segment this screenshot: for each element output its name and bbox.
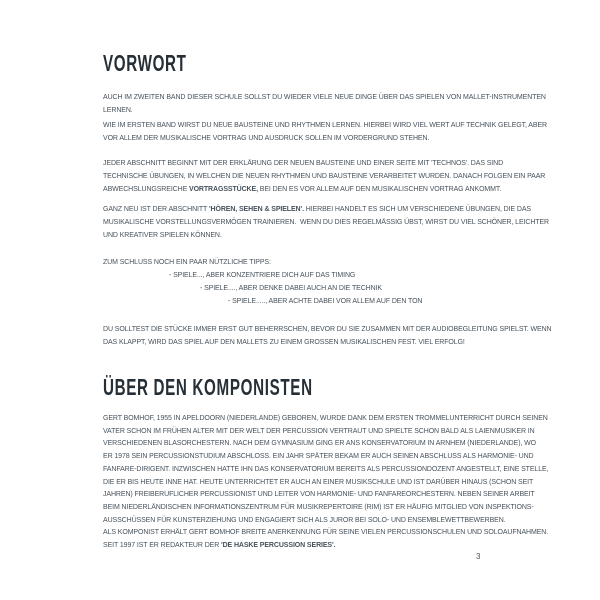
text-segment-bold: VORTRAGSSTÜCKE, [189, 186, 258, 193]
text-line: MUSIKALISCHE VORSTELLUNGSVERMÖGEN TRAINIEREN. WENN DU DIES REGELMÄSSIG ÜBST, WIRST DU VIEL SCHÖNER, LEICHTER [103, 219, 549, 226]
text-line [103, 203, 549, 216]
text-line: ER 1978 SEIN PERCUSSIONSTUDIUM ABSCHLOSS. EIN JAHR SPÄTER BEKAM ER AUCH SEINEN ABSCHLUSS ALS HARMONIE- UND [103, 453, 534, 461]
text-line: VERSCHIEDENEN BLASORCHESTERN. NACH DEM GYMNASIUM GING ER ANS KONSERVATORIUM IN ARNHEM (NIEDERLANDE), WO [103, 440, 536, 448]
text-line: AUCH IM ZWEITEN BAND DIESER SCHULE SOLLST DU WIEDER VIELE NEUE DINGE ÜBER DAS SPIELEN VON MALLET-INSTRUMENTEN [103, 94, 546, 101]
text-line: LERNEN. [103, 107, 133, 114]
text-segment: GANZ NEU IST DER ABSCHNITT [103, 206, 209, 213]
text-line: ALS KOMPONIST ERHÄLT GERT BOMHOF BREITE ANERKENNUNG FÜR SEINE VIELEN PERCUSSIONSCHULEN UND SOLOAUFNAHMEN. [103, 529, 549, 537]
text-line: BEIM NIEDERLÄNDISCHEN INFORMATIONSZENTRUM FÜR MUSIKREPERTOIRE (RIM) IST ER HÄUFIG MITGLIED VON INSPEKTIONS- [103, 503, 534, 511]
paragraph-abschnitt [103, 157, 545, 196]
text-segment-bold: 'DE HASKE PERCUSSION SERIES'. [221, 542, 336, 550]
text-line: JEDER ABSCHNITT BEGINNT MIT DER ERKLÄRUNG DER NEUEN BAUSTEINE UND EINER SEITE MIT 'TECHNOS'. DAS SIND [103, 160, 504, 167]
text-line: FANFARE-DIRIGENT. INZWISCHEN HATTE IHN DAS KONSERVATORIUM BEREITS ALS PERCUSSIONDOZENT ANGESTELLT, EINE STELLE, [103, 465, 549, 473]
text-line: DIE ER BIS HEUTE INNE HAT. HEUTE UNTERRICHTET ER AUCH AN EINER MUSIKSCHULE UND IST DARÜBER HINAUS (SCHON SEIT [103, 478, 534, 486]
text-segment: SEIT 1997 IST ER REDAKTEUR DER [103, 542, 222, 550]
paragraph-komponist-bio [103, 413, 548, 553]
text-line: AUSSCHÜSSEN FÜR KUNSTERZIEHUNG UND ENGAGIERT SICH ALS JUROR BEI SOLO- UND ENSEMBLEWETTBEWERBEN. [103, 516, 506, 524]
text-line: DU SOLLTEST DIE STÜCKE IMMER ERST GUT BEHERRSCHEN, BEVOR DU SIE ZUSAMMEN MIT DER AUDIOBEGLEITUNG SPIELST. WENN [103, 326, 552, 333]
text-line: JAHREN) FREIBERUFLICHER PERCUSSIONIST UND LEITER VON HARMONIE- UND FANFAREORCHESTERN. NEBEN SEINER ARBEIT [103, 491, 535, 499]
paragraph-bausteine [103, 119, 547, 145]
text-segment: BEI DEN ES VOR ALLEM AUF DEN MUSIKALISCHEN VORTRAG ANKOMMT. [257, 186, 502, 193]
text-line [103, 540, 548, 553]
tip-item: - SPIELE..., ABER KONZENTRIERE DICH AUF DAS TIMING [169, 272, 356, 279]
text-line: WIE IM ERSTEN BAND WIRST DU NEUE BAUSTEINE UND RHYTHMEN LERNEN. HIERBEI WIRD VIEL WERT AUF TECHNIK GELEGT, ABER [103, 122, 547, 129]
tips-intro: ZUM SCHLUSS NOCH EIN PAAR NÜTZLICHE TIPPS: [103, 259, 271, 266]
text-line: UND KREATIVER SPIELEN KÖNNEN. [103, 232, 222, 239]
text-line: GERT BOMHOF, 1955 IN APELDOORN (NIEDERLANDE) GEBOREN, WURDE DANK DEM ERSTEN TROMMELUNTERRICHT DURCH SEINEN [103, 415, 548, 422]
text-line [103, 183, 545, 196]
text-segment-bold: 'HÖREN, SEHEN & SPIELEN'. [208, 206, 304, 213]
text-line: DAS KLAPPT, WIRD DAS SPIEL AUF DEN MALLETS ZU EINEM GROSSEN MUSIKALISCHEN FEST. VIEL ERFOLG! [103, 339, 465, 346]
text-segment: HIERBEI HANDELT ES SICH UM VERSCHIEDENE ÜBUNGEN, DIE DAS [303, 206, 531, 213]
text-line: TECHNISCHE ÜBUNGEN, IN WELCHEN DIE NEUEN RHYTHMEN UND BAUSTEINE VERARBEITET WURDEN. DANACH FOLGEN EIN PAAR [103, 173, 546, 180]
page-number: 3 [476, 552, 481, 561]
paragraph-intro [103, 91, 546, 117]
section-title-vorwort: VORWORT [103, 50, 187, 76]
paragraph-hoeren-sehen-spielen [103, 203, 549, 242]
text-line: VATER SCHON IM FRÜHEN ALTER MIT DER WELT DER PERCUSSION VERTRAUT UND SPIELTE SCHON BALD ALS LAIENMUSIKER IN [103, 427, 535, 435]
text-line: VOR ALLEM DER MUSIKALISCHE VORTRAG UND AUSDRUCK SOLLEN IM VORDERGRUND STEHEN. [103, 135, 430, 142]
paragraph-schluss [103, 323, 552, 349]
tip-item: - SPIELE....., ABER ACHTE DABEI VOR ALLEM AUF DEN TON [228, 298, 423, 305]
tips-list [103, 256, 422, 308]
section-title-komponisten: ÜBER DEN KOMPONISTEN [103, 374, 313, 400]
tip-item: - SPIELE...., ABER DENKE DABEI AUCH AN DIE TECHNIK [200, 285, 382, 292]
text-segment: ABWECHSLUNGSREICHE [103, 186, 190, 193]
